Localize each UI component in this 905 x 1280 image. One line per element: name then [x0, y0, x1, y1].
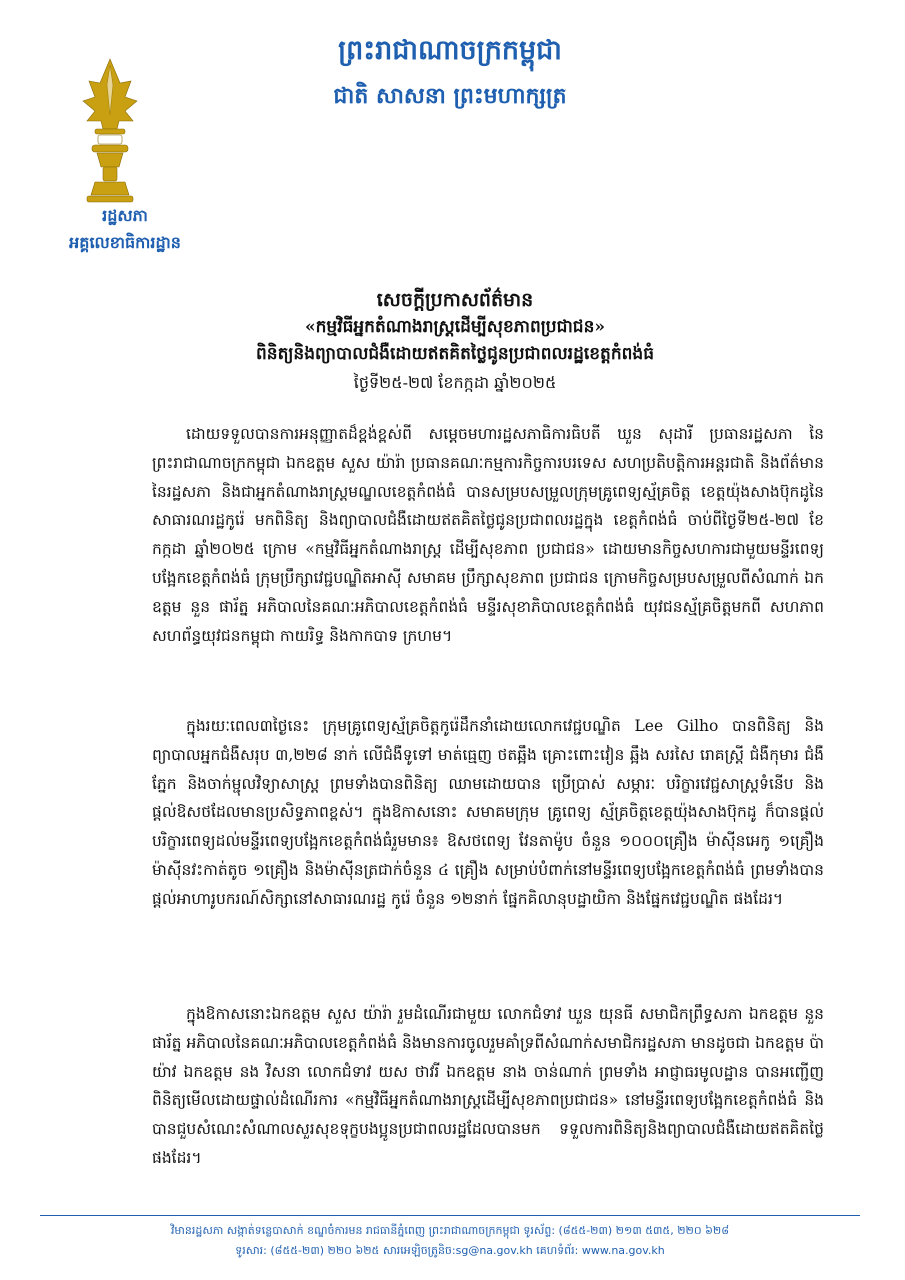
program-name: «កម្មវិធីអ្នកតំណាងរាស្ត្រដើម្បីសុខភាពប្រជាជន» [305, 317, 605, 337]
body-paragraph-1: ដោយទទួលបានការអនុញ្ញាតដ៏ខ្ពង់ខ្ពស់ពី សម្តេចមហារដ្ឋសភាធិការធិបតី ឃួន សុដារី ប្រធានរដ្ឋសភា នៃព្រះរាជាណាចក្រកម្ពុជា ឯកឧត្តម សួស យ៉ារ៉ា ប្រធានគណៈកម្មការកិច្ចការបរទេស សហប្រតិបត្តិការអន្តរជាតិ និងព័ត៌មាននៃរដ្ឋសភា និងជាអ្នកតំណាងរាស្ត្រមណ្ឌលខេត្តកំពង់ធំ បានសម្របសម្រួលក្រុមគ្រូពេទ្យស្ម័គ្រចិត្ត ខេត្តយ៉ុងសាងប៊ុកដូនៃសាធារណរដ្ឋកូរ៉េ មកពិនិត្យ និងព្យាបាលជំងឺដោយឥតគិតថ្លៃជូនប្រជាពលរដ្ឋក្នុង ខេត្តកំពង់ធំ ចាប់ពីថ្ងៃទី២៥-២៧ ខែកក្កដា ឆ្នាំ២០២៥ ក្រោម «កម្មវិធីអ្នកតំណាងរាស្ត្រ ដើម្បីសុខភាព ប្រជាជន» ដោយមានកិច្ចសហការជាមួយមន្ទីរពេទ្យបង្អែកខេត្តកំពង់ធំ ក្រុមប្រឹក្សាវេជ្ជបណ្ឌិតអាស៊ី សមាគម ប្រឹក្សាសុខភាព ប្រជាជន ក្រោមកិច្ចសម្របសម្រួលពីសំណាក់ ឯកឧត្តម នួន ផារ័ត្ន អភិបាលនៃគណៈអភិបាលខេត្តកំពង់ធំ មន្ទីរសុខាភិបាលខេត្តកំពង់ធំ យុវជនស្ម័គ្រចិត្តមកពី សហភាពសហព័ន្ធយុវជនកម្ពុជា កាយរិទ្ធ និងកាកបាទ ក្រហម។ [152, 425, 824, 645]
kingdom-heading: ព្រះរាជាណាចក្រកម្ពុជា [338, 35, 562, 66]
footer-divider [40, 1215, 860, 1216]
body-paragraph-3: ក្នុងឱកាសនោះឯកឧត្តម សួស យ៉ារ៉ា រួមដំណើរជាមួយ លោកជំទាវ ឃួន យុនធី សមាជិកព្រឹទ្ធសភា ឯកឧត្តម នួន ផារ័ត្ន អភិបាលនៃគណៈអភិបាលខេត្តកំពង់ធំ និងមានការចូលរួមគាំទ្រពីសំណាក់សមាជិករដ្ឋសភា មានដូចជា ឯកឧត្តម ប៉ា យ៉ាវ ឯកឧត្តម នង វិសនា លោកជំទាវ យស ថាវរី ឯកឧត្តម នាង ចាន់ណាក់ ព្រមទាំង អាជ្ញាធរមូលដ្ឋាន បានអញ្ជើញពិនិត្យមើលដោយផ្ទាល់ដំណើរការ «កម្មវិធីអ្នកតំណាងរាស្ត្រដើម្បីសុខភាពប្រជាជន» នៅមន្ទីរពេទ្យបង្អែកខេត្តកំពង់ធំ និងបានជួបសំណេះសំណាលសួរសុខទុក្ខបងប្អូនប្រជាពលរដ្ឋដែលបានមក ទទួលការពិនិត្យនិងព្យាបាលជំងឺដោយឥតគិតថ្លៃផងដែរ។ [152, 1005, 824, 1167]
department-name-line2: អគ្គលេខាធិការដ្ឋាន [69, 233, 181, 252]
document-date: ថ្ងៃទី២៥-២៧ ខែកក្កដា ឆ្នាំ២០២៥ [353, 373, 557, 392]
document-title: សេចក្តីប្រកាសព័ត៌មាន [376, 289, 534, 311]
national-assembly-emblem-icon [75, 55, 145, 210]
document-subtitle: ពិនិត្យនិងព្យាបាលជំងឺដោយឥតគិតថ្លៃជូនប្រជាពលរដ្ឋខេត្តកំពង់ធំ [255, 344, 655, 364]
department-name-line1: រដ្ឋសភា [102, 206, 148, 225]
footer-address: វិមានរដ្ឋសភា សង្កាត់ទន្លេបាសាក់ ខណ្ឌចំការមន រាជធានីភ្នំពេញ ព្រះរាជាណាចក្រកម្ពុជា ទូរស័ព្ទ: (៨៥៥-២៣) ២១៣ ៥៣៥, ២២០ ៦២៨ [170, 1224, 730, 1237]
body-paragraph-2: ក្នុងរយៈពេល៣ថ្ងៃនេះ ក្រុមគ្រូពេទ្យស្ម័គ្រចិត្តកូរ៉េដឹកនាំដោយលោកវេជ្ជបណ្ឌិត Lee Gilho បានពិនិត្យ និងព្យាបាលអ្នកជំងឺសរុប ៣,២២៨ នាក់ លើជំងឺទូទៅ មាត់ធ្មេញ ថតឆ្អឹង គ្រោះពោះវៀន ឆ្អឹង សរសៃ រោគស្ត្រី ជំងឺកុមារ ជំងឺភ្នែក និងចាក់ម្ជុលវិទ្យាសាស្ត្រ ព្រមទាំងបានពិនិត្យ ឈាមដោយបាន ប្រើប្រាស់ សម្ភារៈ បរិក្ខារវេជ្ជសាស្ត្រទំនើប និងផ្តល់ឱសថដែលមានប្រសិទ្ធភាពខ្ពស់។ ក្នុងឱកាសនោះ សមាគមក្រុម គ្រូពេទ្យ ស្ម័គ្រចិត្តខេត្តយ៉ុងសាងប៊ុកដូ ក៏បានផ្តល់បរិក្ខារពេទ្យដល់មន្ទីរពេទ្យបង្អែកខេត្តកំពង់ធំរួមមាន៖ ឱសថពេទ្យ វែនតាម៉ូប ចំនួន ១០០០គ្រឿង ម៉ាស៊ីនអេកូ ១គ្រឿង ម៉ាស៊ីនវះកាត់តូច ១គ្រឿង និងម៉ាស៊ីនត្រជាក់ចំនួន ៤ គ្រឿង សម្រាប់បំពាក់នៅមន្ទីរពេទ្យបង្អែកខេត្តកំពង់ធំ ព្រមទាំងបានផ្តល់អាហារូបករណ៍សិក្សានៅសាធារណរដ្ឋ កូរ៉េ ចំនួន ១២នាក់ ផ្នែកគិលានុបដ្ឋាយិកា និងផ្នែកវេជ្ជបណ្ឌិត ផងដែរ។ [152, 717, 824, 908]
national-motto: ជាតិ សាសនា ព្រះមហាក្សត្រ [333, 83, 567, 109]
footer-contact: ទូរសារ: (៨៥៥-២៣) ២២០ ៦២៥ សារអេឡិចត្រូនិច:sg@na.gov.kh គេហទំព័រ: www.na.gov.kh [235, 1244, 665, 1257]
